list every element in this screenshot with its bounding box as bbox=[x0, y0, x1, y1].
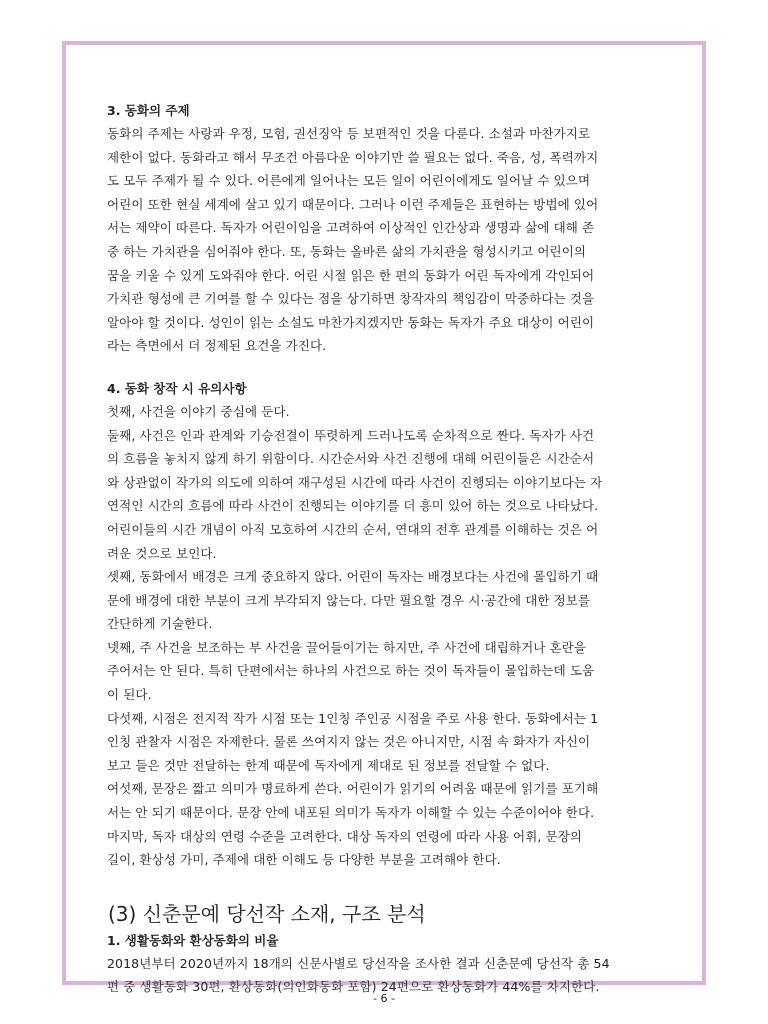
section-1-title: 1. 생활동화와 환상동화의 비율 bbox=[107, 932, 279, 948]
text-line: 가치관 형성에 큰 기여를 할 수 있다는 점을 상기하면 창작자의 책임감이 막중하다는 것을 bbox=[107, 291, 595, 307]
page-number: - 6 - bbox=[373, 992, 395, 1005]
text-line: 의 흐름을 놓치지 않게 하기 위함이다. 시간순서와 사건 진행에 대해 어린이들은 시간순서 bbox=[107, 451, 595, 467]
text-line: 보고 들은 것만 전달하는 한계 때문에 독자에게 제대로 된 정보를 전달할 수 없다. bbox=[107, 757, 550, 773]
text-line: 서는 안 되기 때문이다. 문장 안에 내포된 의미가 독자가 이해할 수 있는 수준이어야 한다. bbox=[107, 805, 595, 821]
text-line: 인칭 관찰자 시점은 자제한다. 물론 쓰여지지 않는 것은 아니지만, 시점 속 화자가 자신이 bbox=[107, 734, 591, 750]
spacer bbox=[107, 358, 667, 378]
text-line: 라는 측면에서 더 정제된 요건을 가진다. bbox=[107, 338, 327, 354]
text-line: 어린이들의 시간 개념이 아직 모호하여 시간의 순서, 연대의 전후 관계를 이해하는 것은 어 bbox=[107, 521, 599, 537]
text-line: 연적인 시간의 흐름에 따라 사건이 진행되는 이야기를 더 흥미 있어 하는 것으로 나타났다. bbox=[107, 498, 599, 514]
text-line: 간단하게 기술한다. bbox=[107, 616, 213, 632]
text-line: 알아야 할 것이다. 성인이 읽는 소설도 마찬가지겠지만 동화는 독자가 주요 대상이 어린이 bbox=[107, 314, 595, 330]
text-line: 첫째, 사건을 이야기 중심에 둔다. bbox=[107, 403, 290, 419]
text-line: 다섯째, 시점은 전지적 작가 시점 또는 1인칭 주인공 시점을 주로 사용 한다. 동화에서는 1 bbox=[107, 710, 599, 726]
text-line: 제한이 없다. 동화라고 해서 무조건 아름다운 이야기만 쓸 필요는 없다. 죽음, 성, 폭력까지 bbox=[107, 149, 599, 165]
text-line: 주어서는 안 된다. 특히 단편에서는 하나의 사건으로 하는 것이 독자들이 몰입하는데 도움 bbox=[107, 663, 595, 679]
text-line: 넷째, 주 사건을 보조하는 부 사건을 끌어들이기는 하지만, 주 사건에 대립하거나 혼란을 bbox=[107, 639, 587, 655]
text-line: 편 중 생활동화 30편, 환상동화(의인화동화 포함) 24편으로 환상동화가 44%를 차지한다. bbox=[107, 979, 600, 995]
section-3-paragraph bbox=[107, 122, 667, 358]
text-line: 여섯째, 문장은 짧고 의미가 명료하게 쓴다. 어린이가 읽기의 어려움 때문에 읽기를 포기해 bbox=[107, 781, 599, 797]
text-line: 셋째, 동화에서 배경은 크게 중요하지 않다. 어린이 독자는 배경보다는 사건에 몰입하기 때 bbox=[107, 569, 599, 585]
text-line: 꿈을 키울 수 있게 도와줘야 한다. 어린 시절 읽은 한 편의 동화가 어린 독자에게 각인되어 bbox=[107, 267, 595, 283]
text-line: 도 모두 주제가 될 수 있다. 어른에게 일어나는 모든 일이 어린이에게도 일어날 수 있으며 bbox=[107, 173, 591, 189]
text-line: 려운 것으로 보인다. bbox=[107, 545, 217, 561]
text-line: 이 된다. bbox=[107, 687, 152, 703]
text-line: 마지막, 독자 대상의 연령 수준을 고려한다. 대상 독자의 연령에 따라 사용 어휘, 문장의 bbox=[107, 828, 583, 844]
text-line: 2018년부터 2020년까지 18개의 신문사별로 당선작을 조사한 결과 신춘문예 당선작 총 54 bbox=[107, 955, 610, 971]
part-3-heading: (3) 신춘문예 당선작 소재, 구조 분석 bbox=[108, 901, 426, 926]
text-line: 서는 제약이 따른다. 독자가 어린이임을 고려하여 이상적인 인간상과 생명과 삶에 대해 존 bbox=[107, 220, 595, 236]
text-line: 중 하는 가치관을 심어줘야 한다. 또, 동화는 올바른 삶의 가치관을 형성시키고 어린이의 bbox=[107, 243, 587, 259]
text-line: 길이, 환상성 가미, 주제에 대한 이해도 등 다양한 부분을 고려해야 한다. bbox=[107, 852, 501, 868]
text-line: 문에 배경에 대한 부분이 크게 부각되지 않는다. 다만 필요할 경우 시·공간에 대한 정보를 bbox=[107, 592, 591, 608]
text-line: 어린이 또한 현실 세계에 살고 있기 때문이다. 그러나 이런 주제들은 표현하는 방법에 있어 bbox=[107, 196, 599, 212]
document-body bbox=[107, 100, 667, 999]
text-line: 둘째, 사건은 인과 관계와 기승전결이 뚜렷하게 드러나도록 순차적으로 짠다. 독자가 사건 bbox=[107, 427, 595, 443]
section-4-title: 4. 동화 창작 시 유의사항 bbox=[107, 380, 247, 396]
section-4-paragraph bbox=[107, 400, 667, 872]
text-line: 동화의 주제는 사랑과 우정, 모험, 권선징악 등 보편적인 것을 다룬다. 소설과 마찬가지로 bbox=[107, 126, 591, 141]
text-line: 와 상관없이 작가의 의도에 의하여 재구성된 시간에 따라 사건이 진행되는 이야기보다는 자 bbox=[107, 474, 603, 490]
section-3-title: 3. 동화의 주제 bbox=[107, 103, 190, 118]
